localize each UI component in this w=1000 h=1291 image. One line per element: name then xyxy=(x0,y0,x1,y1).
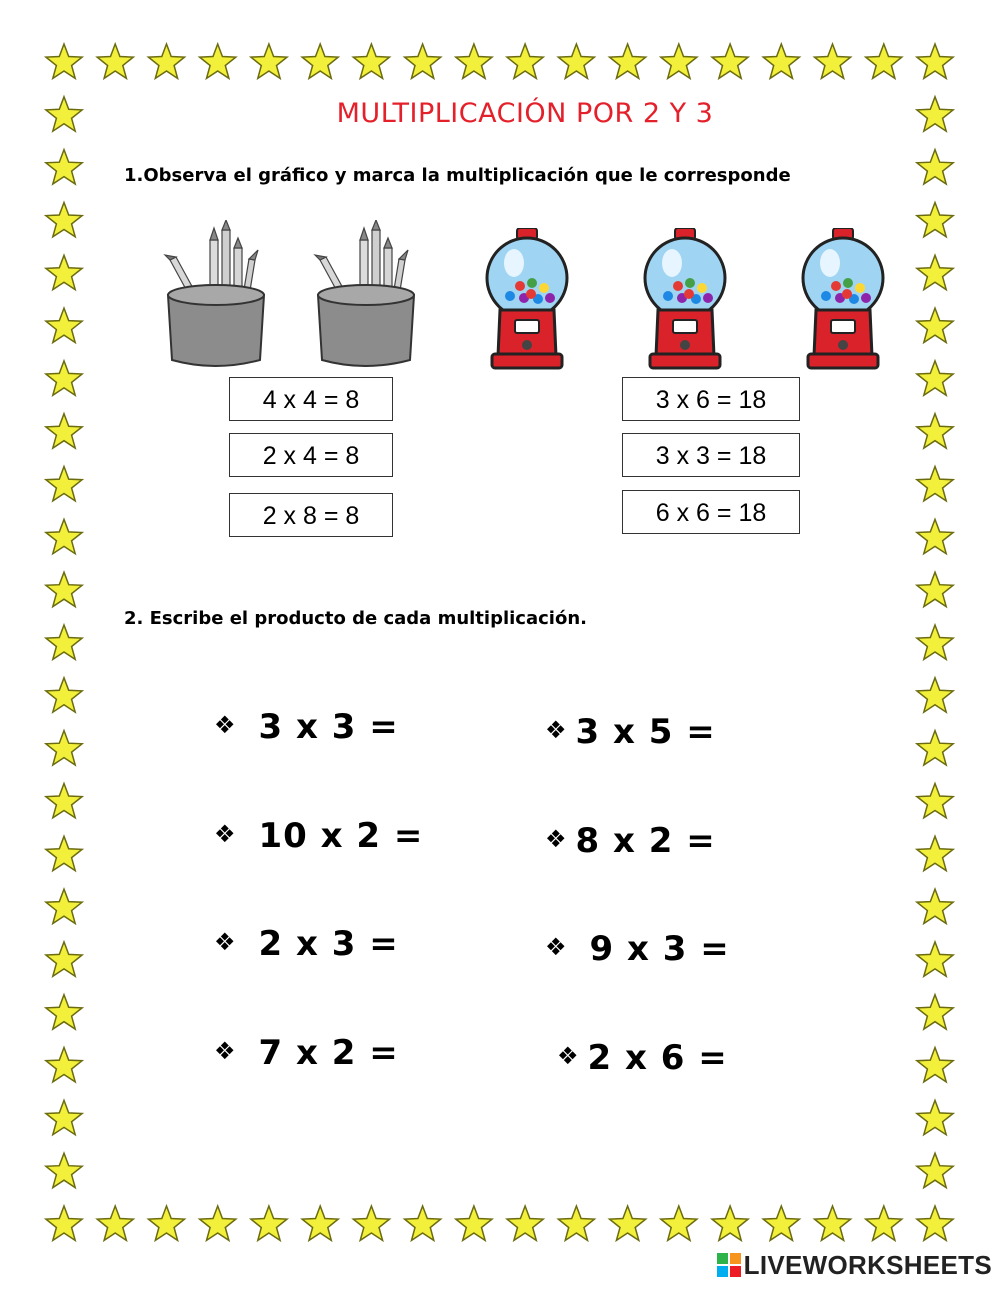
star-icon xyxy=(46,150,82,184)
star-icon xyxy=(46,572,82,606)
star-icon xyxy=(917,836,953,870)
problem-item xyxy=(214,1033,399,1073)
star-icon xyxy=(46,678,82,712)
option-right-3[interactable]: 6 x 6 = 18 xyxy=(622,490,800,534)
star-icon xyxy=(763,1206,799,1240)
star-icon xyxy=(917,1153,953,1187)
star-icon xyxy=(97,1206,133,1240)
star-icon xyxy=(46,889,82,923)
diamond-bullet-icon: ❖ xyxy=(214,711,237,739)
option-right-2[interactable]: 3 x 3 = 18 xyxy=(622,433,800,477)
star-icon xyxy=(456,1206,492,1240)
star-icon xyxy=(97,44,133,78)
star-icon xyxy=(712,1206,748,1240)
star-icon xyxy=(46,467,82,501)
star-icon xyxy=(353,44,389,78)
instruction-1: 1.Observa el gráfico y marca la multiplicación que le corresponde xyxy=(124,165,791,186)
star-icon xyxy=(866,44,902,78)
star-icon xyxy=(456,44,492,78)
option-left-3[interactable]: 2 x 8 = 8 xyxy=(229,493,393,537)
star-icon xyxy=(148,44,184,78)
diamond-bullet-icon: ❖ xyxy=(214,928,237,956)
brand-footer[interactable] xyxy=(717,1250,992,1281)
problem-item xyxy=(214,816,423,856)
star-icon xyxy=(507,44,543,78)
star-icon xyxy=(917,414,953,448)
star-icon xyxy=(46,1048,82,1082)
star-icon xyxy=(558,44,594,78)
problem-text: 3 x 5 = xyxy=(575,712,716,752)
star-icon xyxy=(251,44,287,78)
star-icon xyxy=(46,44,82,78)
star-icon xyxy=(917,361,953,395)
star-icon xyxy=(661,1206,697,1240)
diamond-bullet-icon: ❖ xyxy=(214,820,237,848)
instruction-2: 2. Escribe el producto de cada multiplicación. xyxy=(124,608,587,629)
problem-text: 2 x 3 = xyxy=(258,924,399,964)
star-icon xyxy=(815,1206,851,1240)
problem-text: 2 x 6 = xyxy=(587,1038,728,1078)
star-icon xyxy=(46,1206,82,1240)
star-icon xyxy=(917,572,953,606)
star-icon xyxy=(46,361,82,395)
star-icon xyxy=(917,889,953,923)
problem-text: 10 x 2 = xyxy=(258,816,424,856)
star-icon xyxy=(610,1206,646,1240)
star-icon xyxy=(46,836,82,870)
star-icon xyxy=(917,519,953,553)
star-icon xyxy=(353,1206,389,1240)
star-icon xyxy=(251,1206,287,1240)
star-icon xyxy=(917,784,953,818)
gumball-machine-icon xyxy=(482,228,572,370)
star-icon xyxy=(46,731,82,765)
star-icon xyxy=(200,1206,236,1240)
star-icon xyxy=(46,414,82,448)
star-icon xyxy=(917,1100,953,1134)
star-icon xyxy=(46,1100,82,1134)
problem-text: 8 x 2 = xyxy=(575,821,716,861)
brand-text: LIVEWORKSHEETS xyxy=(743,1250,992,1280)
diamond-bullet-icon: ❖ xyxy=(545,933,568,961)
star-icon xyxy=(46,625,82,659)
star-icon xyxy=(200,44,236,78)
problem-item xyxy=(545,712,716,752)
star-icon xyxy=(46,97,82,131)
star-icon xyxy=(917,44,953,78)
star-icon xyxy=(302,44,338,78)
star-icon xyxy=(917,1206,953,1240)
star-icon xyxy=(917,678,953,712)
star-icon xyxy=(763,44,799,78)
star-icon xyxy=(46,308,82,342)
gumball-machine-icon xyxy=(640,228,730,370)
worksheet-title: MULTIPLICACIÓN POR 2 Y 3 xyxy=(336,98,714,129)
problem-item xyxy=(545,821,716,861)
star-icon xyxy=(917,203,953,237)
option-right-1[interactable]: 3 x 6 = 18 xyxy=(622,377,800,421)
star-icon xyxy=(610,44,646,78)
star-icon xyxy=(507,1206,543,1240)
problem-item xyxy=(214,924,399,964)
star-icon xyxy=(46,995,82,1029)
star-icon xyxy=(917,1048,953,1082)
star-icon xyxy=(917,942,953,976)
star-icon xyxy=(405,1206,441,1240)
star-icon xyxy=(46,203,82,237)
problem-text: 7 x 2 = xyxy=(258,1033,399,1073)
star-icon xyxy=(712,44,748,78)
star-icon xyxy=(46,255,82,289)
star-icon xyxy=(917,308,953,342)
diamond-bullet-icon: ❖ xyxy=(545,716,568,744)
star-icon xyxy=(558,1206,594,1240)
star-icon xyxy=(46,942,82,976)
diamond-bullet-icon: ❖ xyxy=(545,825,568,853)
option-left-2[interactable]: 2 x 4 = 8 xyxy=(229,433,393,477)
pencil-cup-icon xyxy=(310,220,420,370)
problem-text: 9 x 3 = xyxy=(589,929,730,969)
problem-item xyxy=(545,929,730,969)
diamond-bullet-icon: ❖ xyxy=(557,1042,580,1070)
star-icon xyxy=(815,44,851,78)
star-icon xyxy=(661,44,697,78)
star-icon xyxy=(46,1153,82,1187)
star-icon xyxy=(866,1206,902,1240)
star-icon xyxy=(917,97,953,131)
pencil-cup-icon xyxy=(160,220,270,370)
star-icon xyxy=(917,150,953,184)
star-icon xyxy=(302,1206,338,1240)
diamond-bullet-icon: ❖ xyxy=(214,1037,237,1065)
star-icon xyxy=(917,467,953,501)
star-icon xyxy=(917,995,953,1029)
star-icon xyxy=(148,1206,184,1240)
star-icon xyxy=(917,731,953,765)
star-icon xyxy=(917,255,953,289)
star-icon xyxy=(46,519,82,553)
option-left-1[interactable]: 4 x 4 = 8 xyxy=(229,377,393,421)
liveworksheets-logo-icon xyxy=(717,1253,741,1277)
star-icon xyxy=(917,625,953,659)
gumball-machine-icon xyxy=(798,228,888,370)
problem-item xyxy=(557,1038,728,1078)
star-icon xyxy=(46,784,82,818)
star-icon xyxy=(405,44,441,78)
problem-text: 3 x 3 = xyxy=(258,707,399,747)
problem-item xyxy=(214,707,399,747)
